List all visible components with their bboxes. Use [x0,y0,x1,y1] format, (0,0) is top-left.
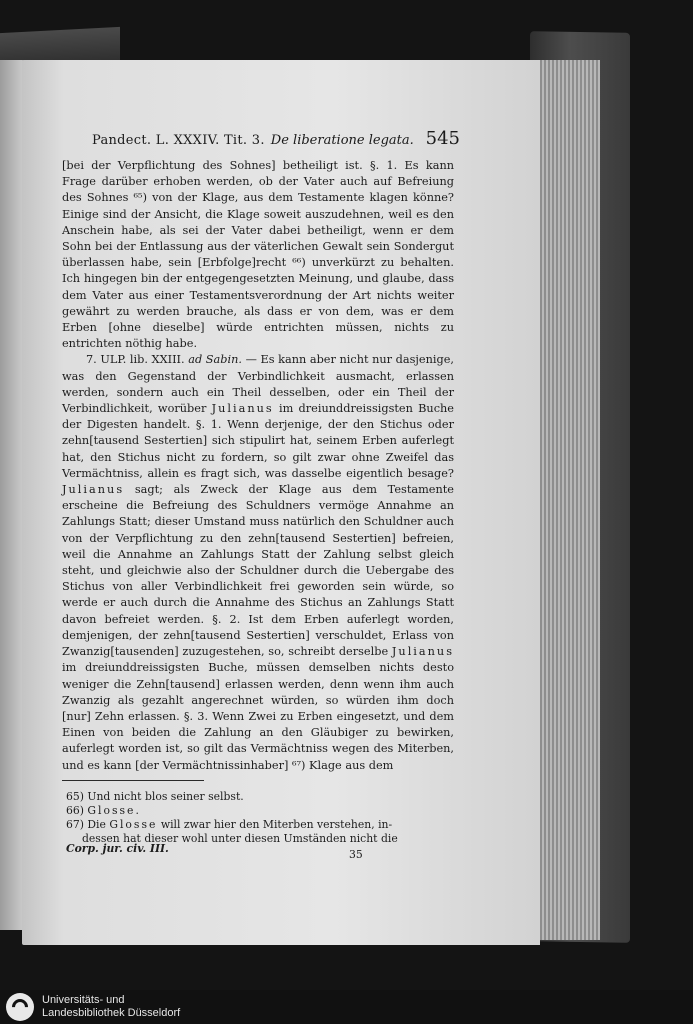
page-header [92,128,460,152]
institution-line-2: Landesbibliothek Düsseldorf [42,1007,181,1019]
footnote-65: 65) Und nicht blos seiner selbst. [66,790,244,803]
fn67-a: 67) Die [66,818,106,831]
p2-text-c: sagt; als Zweck der Klage aus dem Testamente erscheine die Befreiung des Schuldners vermöge Annahme an Zahlungs Statt; dieser Umstand muss natürlich den Schuldner auch von der Verpflichtung zu den zehn[tausend Sestertien] befreien, weil die Annahme an Zahlungs Statt der Zahlung selbst gleich steht, und gleichwie also der Schuldner durch die Uebergabe des Stichus von aller Verbindlichkeit frei geworden sein würde, so werde er auch durch die Annahme des Stichus an Zahlungs Statt davon befreiet werden. §. 2. Ist dem Erben auferlegt worden, demjenigen, der zehn[tausend Sestertien] verschuldet, Erlass von Zwanzig[tausenden] zuzugestehen, so, schreibt derselbe [62,483,454,659]
signature-line [66,842,446,861]
julianus-2: Julianus [62,483,125,497]
header-pandect: Pandect. L. XXXIV. Tit. 3. [92,133,265,148]
page-body [62,158,454,774]
fn66-word: Glosse. [87,804,141,817]
julianus-1: Julianus [211,402,274,416]
p2-text-d: im dreiunddreissigsten Buche, müssen demselben nichts desto weniger die Zehn[tausend] erlassen werden, denn wenn ihm auch Zwanzig als gezahlt angerechnet würden, so würden ihm doch [nur] Zehn erlassen. §. 3. Wenn Zwei zu Erben eingesetzt, und dem Einen von beiden die Zahlung an den Gläubiger zu bewirken, auferlegt worden ist, so gilt das Vermächtniss wegen des Miterben, und es kann [der Vermächtnissinhaber] ⁶⁷) Klage aus dem [62,661,454,772]
julianus-3: Julianus [391,645,455,659]
institution-line-1: Universitäts- und [42,994,125,1006]
page-number: 545 [425,128,460,149]
institution-name[interactable] [42,994,180,1020]
footnote-rule [62,780,204,781]
paragraph-1: [bei der Verpflichtung des Sohnes] betheiligt ist. §. 1. Es kann Frage darüber erhoben werden, ob der Vater auch auf Befreiung des Sohnes ⁶⁵) von der Klage, aus dem Testamente klagen könne? Einige sind der Ansicht, die Klage soweit auszudehnen, weil es den Anschein habe, als sei der Vater dabei betheiligt, wenn er dem Sohn bei der Entlassung aus der väterlichen Gewalt sein Sondergut überlassen habe, sein [Erbfolge]recht ⁶⁶) unverkürzt zu behalten. Ich hingegen bin der entgegengesetzten Meinung, und glaube, dass dem Vater aus einer Testamentsverordnung der Art nichts weiter gewährt zu werden brauche, als dass er von dem, was er dem Erben [ohne dieselbe] würde entrichten müssen, nichts zu entrichten nöthig habe. [62,159,454,351]
p2-ad-sabin: ad Sabin. [188,353,242,367]
fn67-b: will zwar hier den Miterben verstehen, in- [160,818,393,831]
p2-text-b: im dreiunddreissigsten Buche der Digesten handelt. §. 1. Wenn derjenige, der den Stichus oder zehn[tausend Sestertien] sich stipulirt hat, seinem Erben auferlegt hat, den Stichus nicht zu fordern, so gilt zwar ohne Zweifel das Vermächtniss, allein es fragt sich, was dasselbe eigentlich besage? [62,402,454,480]
p2-text-a: — Es kann aber nicht nur dasjenige, was den Gegenstand der Verbindlichkeit ausmacht, erlassen werden, sondern auch ein Theil desselben, oder ein Theil der Verbindlichkeit, worüber [62,353,455,416]
library-logo-icon[interactable] [6,993,34,1021]
footnote-67 [66,818,446,832]
footnote-66 [66,804,446,818]
signature-corp: Corp. jur. civ. III. [66,842,169,855]
signature-number: 35 [349,848,363,861]
fn67-glosse: Glosse [109,818,158,831]
header-title: De liberatione legata. [270,133,414,148]
footnote-67-cont: dessen hat dieser wohl unter diesen Umständen nicht die [82,832,398,845]
fn66-num: 66) [66,804,84,817]
paragraph-2 [62,352,454,773]
p2-head: 7. ULP. lib. XXIII. [86,353,185,367]
footnotes [66,790,446,846]
library-footer [0,990,693,1024]
